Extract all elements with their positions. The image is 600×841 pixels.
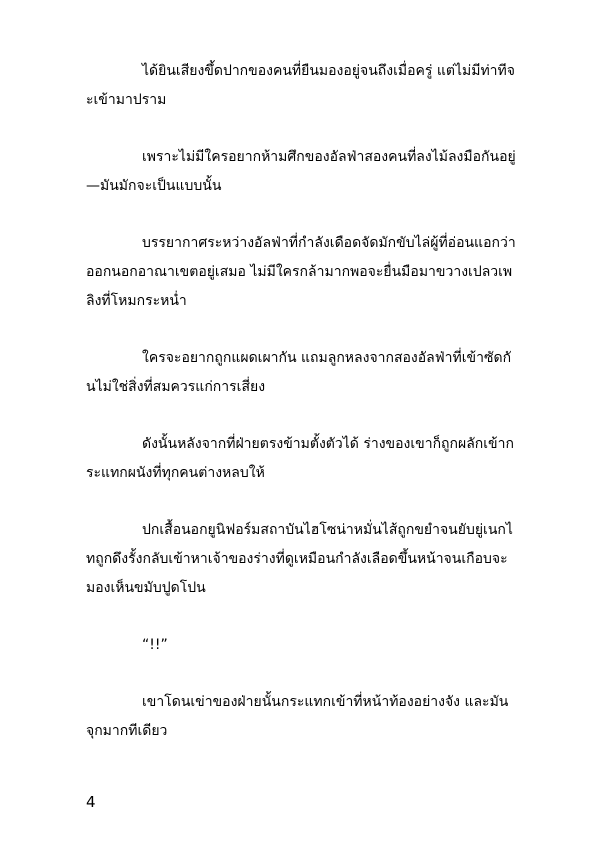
paragraph-exclamation: “!!” xyxy=(142,637,168,653)
paragraph: บรรยากาศระหว่างอัลฟ่าที่กำลังเดือดจัดมักขับไล่ผู้ที่อ่อนแอกว่าออกนอกอาณาเขตอยู่เสมอ ไม่มีใครกล้ามากพอจะยื่นมือมาขวางเปลวเพลิงที่โหมกระหน่ำ xyxy=(86,235,516,309)
paragraph: ปกเสื้อนอกยูนิฟอร์มสถาบันไฮโซน่าหมั่นไส้ถูกขยำจนยับยู่เนกไทถูกดึงรั้งกลับเข้าหาเจ้าของร่างที่ดูเหมือนกำลังเลือดขึ้นหน้าจนเกือบจะมองเห็นขมับปูดโปน xyxy=(86,522,513,596)
paragraph: ได้ยินเสียงขึ้ดปากของคนที่ยืนมองอยู่จนถึงเมื่อครู่ แต่ไม่มีท่าทีจะเข้ามาปราม xyxy=(86,63,515,108)
body-text xyxy=(86,57,516,774)
paragraph: ใครจะอยากถูกแผดเผากัน แถมลูกหลงจากสองอัลฟ่าที่เข้าซัดกันไม่ใช่สิ่งที่สมควรแก่การเสี่ยง xyxy=(86,350,512,395)
paragraph: ดังนั้นหลังจากที่ฝ่ายตรงข้ามตั้งตัวได้ ร่างของเขาก็ถูกผลักเข้ากระแทกผนังที่ทุกคนต่างหลบให้ xyxy=(86,436,514,481)
page-number: 4 xyxy=(86,793,96,811)
paragraph: เพราะไม่มีใครอยากห้ามศึกของอัลฟ่าสองคนที่ลงไม้ลงมือกันอยู่—มันมักจะเป็นแบบนั้น xyxy=(86,149,516,194)
paragraph: เขาโดนเข่าของฝ่ายนั้นกระแทกเข้าที่หน้าท้องอย่างจัง และมันจุกมากทีเดียว xyxy=(86,694,509,739)
